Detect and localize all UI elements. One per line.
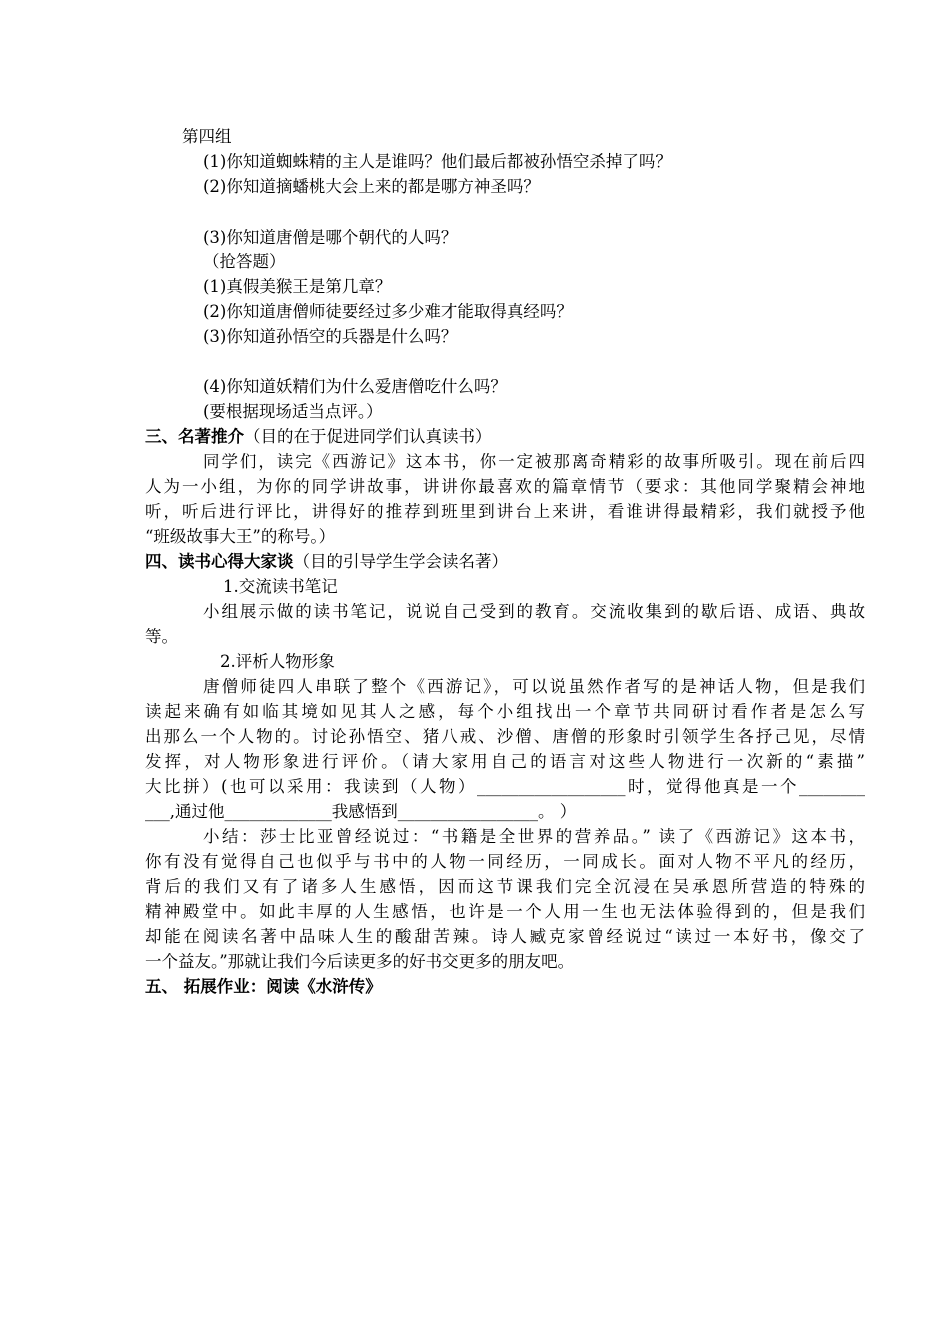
summary-line-1: 小结：莎士比亚曾经说过：“书籍是全世界的营养品。” 读了《西游记》这本书， [203, 827, 865, 846]
group4-question-2: (2)你知道摘蟠桃大会上来的都是哪方神圣吗？ [203, 177, 540, 196]
character-analysis-line-4: 发挥，对人物形象进行评价。（请大家用自己的语言对这些人物进行一次新的“素描” [145, 752, 865, 771]
summary-line-6: 一个益友。”那就让我们今后读更多的好书交更多的朋友吧。 [145, 952, 575, 971]
summary-line-4: 精神殿堂中。如此丰厚的人生感悟，也许是一个人用一生也无法体验得到的，但是我们 [145, 902, 865, 921]
section3-line-2: 人为一小组，为你的同学讲故事，讲讲你最喜欢的篇章情节（要求：其他同学聚精会神地 [145, 477, 865, 496]
quick-question-1: (1)真假美猴王是第几章？ [203, 277, 392, 296]
summary-line-3: 背后的我们又有了诸多人生感悟，因而这节课我们完全沉浸在吴承恩所营造的特殊的 [145, 877, 865, 896]
quick-question-2: (2)你知道唐僧师徒要经过多少难才能取得真经吗？ [203, 302, 573, 321]
group4-question-3: (3)你知道唐僧是哪个朝代的人吗？ [203, 228, 458, 247]
quick-note: (要根据现场适当点评。） [203, 402, 383, 421]
character-analysis-line-2: 读起来确有如临其境如见其人之感，每个小组找出一个章节共同研讨看作者是怎么写 [145, 702, 865, 721]
group4-title: 第四组 [182, 127, 232, 146]
character-analysis-line-1: 唐僧师徒四人串联了整个《西游记》，可以说虽然作者写的是神话人物，但是我们 [203, 677, 865, 696]
character-analysis-line-5: 大比拼）(也可以采用：我读到（人物）__________________时，觉得他真是一个________ [145, 777, 865, 796]
section4-header [145, 550, 508, 574]
quick-answer-title: （抢答题） [203, 252, 286, 271]
section3-aim: （目的在于促进同学们认真读书） [244, 427, 492, 446]
quick-question-3: (3)你知道孙悟空的兵器是什么吗？ [203, 327, 458, 346]
section4-notes-line-1: 小组展示做的读书笔记，说说自己受到的教育。交流收集到的歇后语、成语、典故 [203, 602, 865, 621]
summary-line-5: 却能在阅读名著中品味人生的酸甜苦辣。诗人臧克家曾经说过“读过一本好书，像交了 [145, 927, 865, 946]
section3-line-1: 同学们，读完《西游记》这本书，你一定被那离奇精彩的故事所吸引。现在前后四 [203, 452, 865, 471]
section3-header [145, 425, 492, 449]
section4-notes-line-2: 等。 [145, 627, 178, 646]
section4-subheading-1: 1.交流读书笔记 [223, 577, 338, 596]
quick-question-4: (4)你知道妖精们为什么爱唐僧吃什么吗？ [203, 377, 507, 396]
section4-subheading-2: 2.评析人物形象 [220, 652, 335, 671]
section4-heading: 四、读书心得大家谈 [145, 552, 294, 571]
summary-line-2: 你有没有觉得自己也似乎与书中的人物一同经历，一同成长。面对人物不平凡的经历， [145, 852, 865, 871]
section5-heading: 五、 拓展作业：阅读《水浒传》 [145, 977, 382, 996]
section4-aim: （目的引导学生学会读名著） [293, 552, 508, 571]
section3-line-4: “班级故事大王”的称号。） [145, 527, 336, 546]
character-analysis-line-3: 出那么一个人物的。讨论孙悟空、猪八戒、沙僧、唐僧的形象时引领学生各抒己见，尽情 [145, 727, 865, 746]
group4-question-1: (1)你知道蜘蛛精的主人是谁吗？他们最后都被孙悟空杀掉了吗？ [203, 152, 672, 171]
section3-heading: 三、名著推介 [145, 427, 244, 446]
character-analysis-line-6: ___,通过他_____________我感悟到_________________。 ） [145, 802, 577, 821]
section3-line-3: 听，听后进行评比，讲得好的推荐到班里到讲台上来讲，看谁讲得最精彩，我们就授予他 [145, 502, 865, 521]
